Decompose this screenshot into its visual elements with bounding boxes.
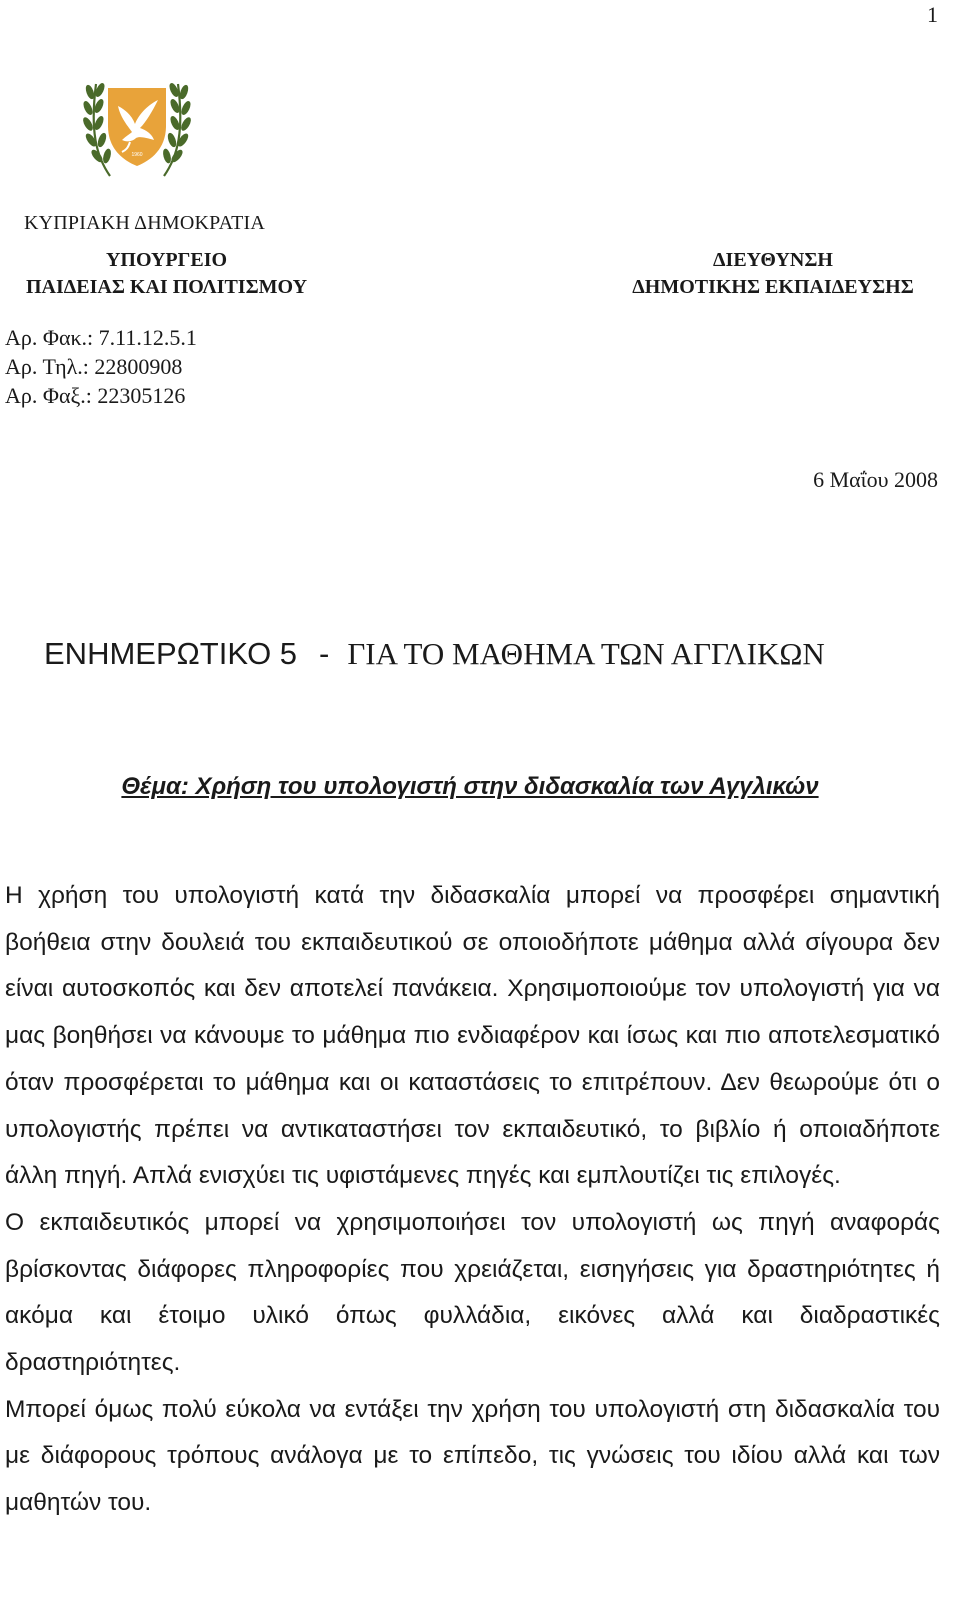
document-date: 6 Μαΐου 2008	[813, 467, 938, 492]
ministry-name	[4, 247, 329, 301]
paragraph: Η χρήση του υπολογιστή κατά την διδασκαλία μπορεί να προσφέρει σημαντική βοήθεια στην δουλειά του εκπαιδευτικού σε οποιοδήποτε μάθημα αλλά σίγουρα δεν είναι αυτοσκοπός και δεν αποτελεί πανάκεια. Χρησιμοποιούμε τον υπολογιστή για να μας βοηθήσει να κάνουμε το μάθημα πιο ενδιαφέρον και ίσως και πιο αποτελεσματικό όταν προσφέρεται το μάθημα και οι καταστάσεις το επιτρέπουν. Δεν θεωρούμε ότι ο υπολογιστής πρέπει να αντικαταστήσει τον εκπαιδευτικό, το βιβλίο ή οποιαδήποτε άλλη πηγή. Απλά ενισχύει τις υφιστάμενες πηγές και εμπλουτίζει τις επιλογές.	[5, 882, 940, 1190]
heading-topic: ΓΙΑ ΤΟ ΜΑΘΗΜΑ ΤΩΝ ΑΓΓΛΙΚΩΝ	[347, 636, 825, 671]
heading-separator: -	[319, 636, 330, 671]
svg-text:1960: 1960	[131, 152, 143, 158]
paragraph: Ο εκπαιδευτικός μπορεί να χρησιμοποιήσει τον υπολογιστή ως πηγή αναφοράς βρίσκοντας διάφορες πληροφορίες που χρειάζεται, εισηγήσεις για δραστηριότητες ή ακόμα και έτοιμο υλικό όπως φυλλάδια, εικόνες αλλά και διαδραστικές δραστηριότητες.	[5, 1208, 940, 1377]
cyprus-coat-of-arms-icon	[82, 76, 192, 180]
fax-number: Αρ. Φαξ.: 22305126	[5, 383, 186, 408]
subject-line: Θέμα: Χρήση του υπολογιστή στην διδασκαλία των Αγγλικών	[121, 773, 819, 800]
paragraph: Μπορεί όμως πολύ εύκολα να εντάξει την χρήση του υπολογιστή στη διδασκαλία του με διάφορους τρόπους ανάλογα με το επίπεδο, τις γνώσεις του ιδίου αλλά και των μαθητών του.	[5, 1395, 940, 1517]
document-heading	[44, 636, 825, 672]
ministry-line-1: ΥΠΟΥΡΓΕΙΟ	[105, 249, 228, 271]
page-number: 1	[927, 2, 938, 27]
ministry-line-2: ΠΑΙΔΕΙΑΣ ΚΑΙ ΠΟΛΙΤΙΣΜΟΥ	[25, 276, 308, 298]
republic-name: ΚΥΠΡΙΑΚΗ ΔΗΜΟΚΡΑΤΙΑ	[24, 212, 265, 234]
body-text	[5, 873, 940, 1527]
file-number: Αρ. Φακ.: 7.11.12.5.1	[5, 325, 197, 350]
directorate-name	[608, 247, 938, 301]
heading-bulletin-number: ΕΝΗΜΕΡΩΤΙΚΟ 5	[44, 636, 298, 671]
directorate-line-2: ΔΗΜΟΤΙΚΗΣ ΕΚΠΑΙΔΕΥΣΗΣ	[632, 276, 914, 298]
phone-number: Αρ. Τηλ.: 22800908	[5, 354, 183, 379]
directorate-line-1: ΔΙΕΥΘΥΝΣΗ	[713, 249, 833, 271]
reference-numbers	[5, 323, 197, 410]
